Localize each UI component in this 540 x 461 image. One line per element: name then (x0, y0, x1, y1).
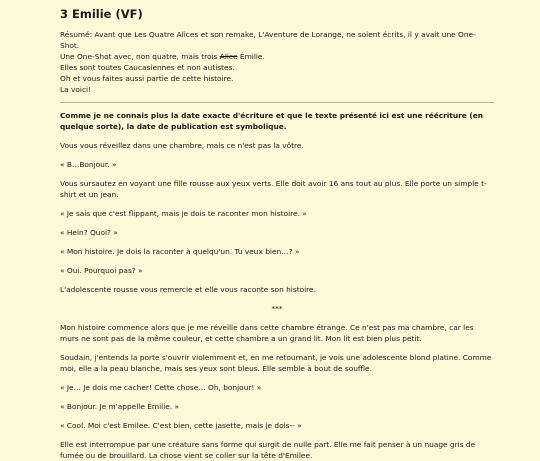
paragraph: « Mon histoire. Je dois la raconter à quelqu'un. Tu veux bien…? » (60, 247, 300, 256)
paragraph: « Je sais que c'est flippant, mais je dois te raconter mon histoire. » (60, 209, 307, 218)
paragraph: « Hein? Quoi? » (60, 228, 118, 237)
paragraph: « Oui. Pourquoi pas? » (60, 266, 143, 275)
summary-line: Résumé: Avant que Les Quatre Alices et son remake, L'Aventure de Lorange, ne soient écrits, il y avait une One-Shot. (60, 30, 476, 50)
summary-line: Oh et vous faites aussi partie de cette histoire. (60, 74, 234, 83)
paragraph: Elle est interrompue par une créature sans forme qui surgit de nulle part. Elle me fait penser à un nuage gris de fumée ou de brouillard. La chose vient se coller sur la tête d'Emilee. (60, 440, 476, 460)
story-text (60, 140, 494, 461)
summary-text: Une One-Shot avec, non quatre, mais trois (60, 52, 220, 61)
scene-separator: *** (271, 304, 283, 313)
summary-block (60, 29, 494, 95)
struck-text: Alice (219, 52, 238, 61)
paragraph: Soudain, j'entends la porte s'ouvrir violemment et, en me retournant, je vois une adolescente blond platine. Comme moi, elle a la peau blanche, mais ses yeux sont bleus. Elle semble à bout de souffle. (60, 353, 492, 373)
paragraph: L'adolescente rousse vous remercie et elle vous raconte son histoire. (60, 285, 316, 294)
paragraph: « Bonjour. Je m'appelle Émilie. » (60, 402, 180, 411)
paragraph: Mon histoire commence alors que je me réveille dans cette chambre étrange. Ce n'est pas ma chambre, car les murs ne sont pas de la même couleur, et cette chambre a un grand lit. Mon lit est bien plus petit. (60, 323, 474, 343)
paragraph: « Cool. Moi c'est Emilee. C'est bien, cette jasette, mais je dois-- » (60, 421, 302, 430)
paragraph: Vous vous réveillez dans une chambre, mais ce n'est pas la vôtre. (60, 141, 304, 150)
divider (60, 102, 494, 103)
paragraph: Vous sursautez en voyant une fille rousse aux yeux verts. Elle doit avoir 16 ans tout au plus. Elle porte un simple t-shirt et un jean. (60, 179, 487, 199)
summary-line: La voici! (60, 85, 92, 94)
summary-line: Elles sont toutes Caucasiennes et non autistes. (60, 63, 235, 72)
chapter-title: 3 Emilie (VF) (60, 7, 143, 21)
author-note: Comme je ne connais plus la date exacte d'écriture et que le texte présenté ici est une réécriture (en quelque sorte), la date de publication est symbolique. (60, 111, 483, 131)
summary-line (60, 51, 494, 62)
paragraph: « B…Bonjour. » (60, 160, 117, 169)
paragraph: « Je… Je dois me cacher! Cette chose… Oh, bonjour! » (60, 383, 262, 392)
summary-text: Émilie. (237, 52, 265, 61)
